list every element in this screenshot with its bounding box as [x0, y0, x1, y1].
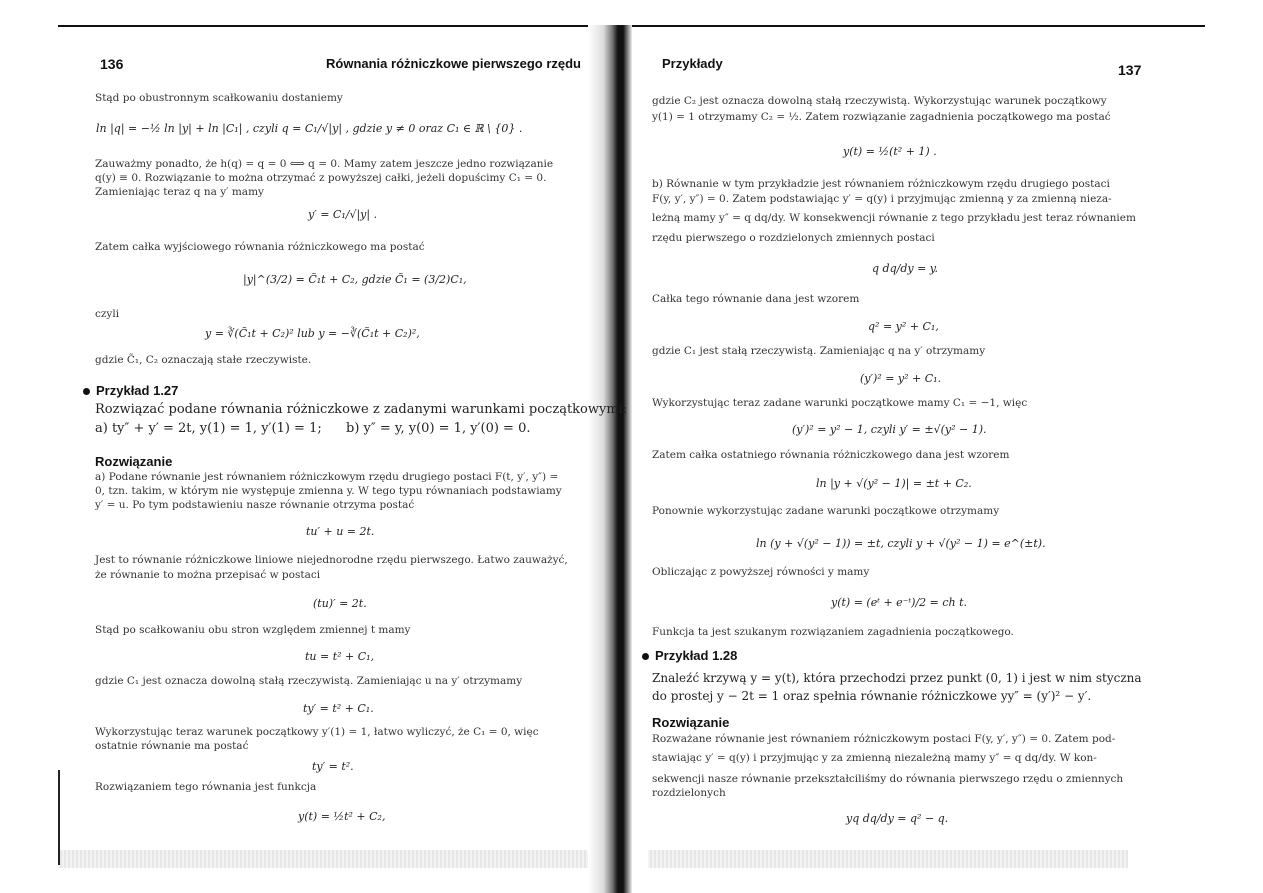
example-heading	[83, 383, 178, 398]
text-line: Wykorzystując teraz zadane warunki początkowe mamy C₁ = −1, więc	[652, 397, 1028, 409]
equation: tu′ + u = 2t.	[306, 525, 375, 538]
right-page	[628, 0, 1263, 893]
solution-heading: Rozwiązanie	[652, 715, 730, 730]
text-line: Stąd po scałkowaniu obu stron względem zmiennej t mamy	[95, 624, 411, 636]
text-line: gdzie C₂ jest oznacza dowolną stałą rzeczywistą. Wykorzystując warunek początkowy	[652, 95, 1107, 107]
equation: ln (y + √(y² − 1)) = ±t, czyli y + √(y² − 1) = e^(±t).	[756, 537, 1046, 550]
text-line: 0, tzn. takim, w którym nie występuje zmienna y. W tego typu równaniach podstawiamy	[95, 485, 562, 497]
text-line: b) Równanie w tym przykładzie jest równaniem różniczkowym rzędu drugiego postaci	[652, 178, 1110, 190]
text-line: gdzie C̃₁, C₂ oznaczają stałe rzeczywiste.	[95, 354, 312, 366]
text-line: stawiając y′ = q(y) i przyjmując y za zmienną niezależną mamy y″ = q dq/dy. W kon-	[652, 752, 1097, 764]
equation: ln |y + √(y² − 1)| = ±t + C₂.	[816, 477, 972, 490]
example-text: Rozwiązać podane równania różniczkowe z zadanymi warunkami początkowymi:	[95, 402, 628, 417]
text-line: y′ = u. Po tym podstawieniu nasze równanie otrzyma postać	[95, 499, 415, 511]
equation: ty′ = t².	[312, 760, 354, 773]
equation: (y′)² = y² + C₁.	[860, 372, 942, 385]
solution-heading: Rozwiązanie	[95, 454, 173, 469]
page-number: 137	[1118, 62, 1142, 78]
text-line: leżną mamy y″ = q dq/dy. W konsekwencji równanie z tego przykładu jest teraz równaniem	[652, 212, 1136, 224]
equation: y′ = C₁/√|y| .	[308, 208, 378, 221]
bullet-icon	[642, 653, 649, 660]
page-number: 136	[100, 56, 124, 72]
text-line: Zatem całka wyjściowego równania różniczkowego ma postać	[95, 241, 425, 253]
equation: ty′ = t² + C₁.	[303, 702, 374, 715]
equation: tu = t² + C₁,	[305, 650, 375, 663]
text-line: Rozważane równanie jest równaniem różniczkowym postaci F(y, y′, y″) = 0. Zatem pod-	[652, 733, 1116, 745]
text-line: Jest to równanie różniczkowe liniowe niejednorodne rzędu pierwszego. Łatwo zauważyć,	[95, 554, 568, 566]
text-line: Funkcja ta jest szukanym rozwiązaniem zagadnienia początkowego.	[652, 626, 1014, 638]
text-line: Rozwiązaniem tego równania jest funkcja	[95, 781, 317, 793]
text-line: że równanie to można przepisać w postaci	[95, 569, 321, 581]
text-line: Całka tego równanie dana jest wzorem	[652, 293, 860, 305]
running-head: Równania różniczkowe pierwszego rzędu	[326, 56, 581, 71]
text-line: Zauważmy ponadto, że h(q) = q = 0 ⟺ q = 0. Mamy zatem jeszcze jedno rozwiązanie	[95, 158, 554, 170]
text-line: Obliczając z powyższej równości y mamy	[652, 566, 870, 578]
text-line: a) Podane równanie jest równaniem różniczkowym rzędu drugiego postaci F(t, y′, y″) =	[95, 471, 559, 483]
example-part-b: b) y″ = y, y(0) = 1, y′(0) = 0.	[346, 421, 531, 436]
text-line: Stąd po obustronnym scałkowaniu dostaniemy	[95, 92, 343, 104]
text-line: Zamieniając teraz q na y′ mamy	[95, 186, 264, 198]
text-line: Wykorzystując teraz warunek początkowy y′(1) = 1, łatwo wyliczyć, że C₁ = 0, więc	[95, 726, 539, 738]
example-heading	[642, 648, 737, 663]
text-line: F(y, y′, y″) = 0. Zatem podstawiając y′ = q(y) i przyjmując zmienną y za zmienną nieza-	[652, 193, 1112, 205]
equation: y(t) = ½t² + C₂,	[298, 810, 386, 823]
equation: q² = y² + C₁,	[868, 320, 939, 333]
example-text: Znaleźć krzywą y = y(t), która przechodzi przez punkt (0, 1) i jest w nim styczna	[652, 671, 1142, 685]
equation: ln |q| = −½ ln |y| + ln |C₁| , czyli q = C₁/√|y| , gdzie y ≠ 0 oraz C₁ ∈ ℝ \ {0} .	[96, 122, 523, 135]
text-line: sekwencji nasze równanie przekształciliśmy do równania pierwszego rzędu o zmiennych	[652, 773, 1124, 785]
bullet-icon	[83, 388, 90, 395]
text-line: rzędu pierwszego o rozdzielonych zmiennych postaci	[652, 232, 935, 244]
text-line: gdzie C₁ jest oznacza dowolną stałą rzeczywistą. Zamieniając u na y′ otrzymamy	[95, 675, 523, 687]
text-line: czyli	[95, 308, 120, 320]
equation: q dq/dy = y.	[872, 262, 939, 275]
text-line: gdzie C₁ jest stałą rzeczywistą. Zamieniając q na y′ otrzymamy	[652, 345, 986, 357]
text-line: y(1) = 1 otrzymamy C₂ = ½. Zatem rozwiązanie zagadnienia początkowego ma postać	[652, 111, 1111, 123]
left-page	[0, 0, 628, 893]
text-line: ostatnie równanie ma postać	[95, 740, 249, 752]
equation: yq dq/dy = q² − q.	[846, 812, 949, 825]
example-title: Przykład 1.27	[96, 383, 179, 398]
text-line: rozdzielonych	[652, 787, 726, 799]
equation: (tu)′ = 2t.	[313, 597, 367, 610]
equation: y(t) = ½(t² + 1) .	[843, 145, 937, 158]
equation: |y|^(3/2) = C̃₁t + C₂, gdzie C̃₁ = (3/2)C₁,	[243, 273, 467, 286]
equation: y = ∛(C̃₁t + C₂)² lub y = −∛(C̃₁t + C₂)²,	[205, 327, 420, 340]
running-head: Przykłady	[662, 56, 723, 71]
example-text: do prostej y − 2t = 1 oraz spełnia równanie różniczkowe yy″ = (y′)² − y′.	[652, 689, 1092, 703]
text-line: Zatem całka ostatniego równania różniczkowego dana jest wzorem	[652, 449, 1010, 461]
example-part-a: a) ty″ + y′ = 2t, y(1) = 1, y′(1) = 1;	[95, 421, 322, 436]
equation: y(t) = (eᵗ + e⁻ᵗ)/2 = ch t.	[831, 596, 968, 609]
text-line: Ponownie wykorzystując zadane warunki początkowe otrzymamy	[652, 505, 1000, 517]
text-line: q(y) ≡ 0. Rozwiązanie to można otrzymać z powyższej całki, jeżeli dopuścimy C₁ = 0.	[95, 172, 547, 184]
equation: (y′)² = y² − 1, czyli y′ = ±√(y² − 1).	[792, 423, 987, 436]
example-title: Przykład 1.28	[655, 648, 738, 663]
